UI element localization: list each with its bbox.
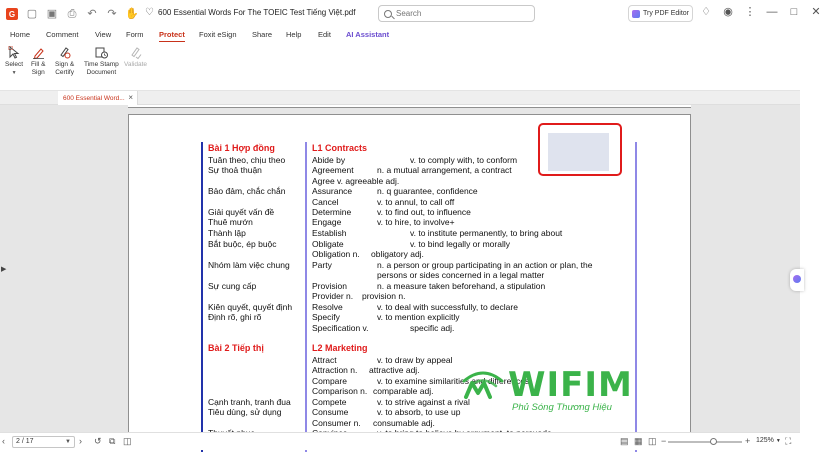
page-indicator: 2 / 17: [16, 438, 34, 445]
zoom-level[interactable]: [756, 437, 781, 444]
en-word: Compare: [312, 376, 347, 386]
vn-word: Định rõ, ghi rõ: [208, 312, 262, 322]
en-word: Specification v.: [312, 323, 369, 333]
bell-icon[interactable]: ♢: [701, 6, 711, 18]
en-word: Consumer n.: [312, 418, 361, 428]
en-definition: v. to find out, to influence: [377, 207, 471, 217]
watermark-brand: WIFIM: [508, 365, 633, 405]
window-title: 600 Essential Words For The TOEIC Test Tiếng Việt.pdf: [158, 8, 356, 17]
en-word: Party: [312, 260, 332, 270]
undo-icon[interactable]: ↶: [87, 8, 97, 20]
facing-view-icon[interactable]: ◫: [648, 436, 657, 446]
copy-pages-icon[interactable]: ⧉: [109, 436, 116, 446]
vn-word: Bắt buộc, ép buộc: [208, 239, 277, 249]
document-workspace[interactable]: [0, 105, 800, 432]
en-definition: n. a mutual arrangement, a contract: [377, 165, 512, 175]
tab-form[interactable]: Form: [126, 30, 144, 39]
en-definition: n. q guarantee, confidence: [377, 186, 478, 196]
en-definition: v. to absorb, to use up: [377, 407, 461, 417]
cursor-icon: [7, 45, 21, 59]
more-icon[interactable]: ⋮: [744, 6, 756, 18]
stamp-icon: [94, 45, 108, 59]
en-word: Attract: [312, 355, 337, 365]
tab-comment[interactable]: Comment: [46, 30, 79, 39]
select-dropdown-caret-icon: ▼: [11, 70, 17, 76]
status-bar: [0, 432, 800, 450]
tab-protect[interactable]: Protect: [159, 30, 185, 39]
search-input[interactable]: [396, 9, 526, 18]
en-definition: attractive adj.: [369, 365, 420, 375]
validate-tool[interactable]: [124, 45, 147, 69]
lesson1-en-title: L1 Contracts: [312, 143, 368, 153]
save-icon[interactable]: ▣: [46, 8, 58, 20]
open-folder-icon[interactable]: ▢: [26, 8, 38, 20]
red-highlight-frame: [538, 123, 622, 176]
wifi-logo-icon: [460, 367, 506, 407]
watermark-tagline: Phủ Sóng Thương Hiệu: [512, 402, 612, 413]
zoom-out-icon[interactable]: −: [661, 436, 667, 446]
en-word: Engage: [312, 217, 342, 227]
en-definition: comparable adj.: [373, 386, 434, 396]
tab-view[interactable]: View: [95, 30, 112, 39]
vn-word: Sự thoả thuận: [208, 165, 262, 175]
en-definition: v. to hire, to involve+: [377, 217, 455, 227]
vn-word: Sự cung cấp: [208, 281, 257, 291]
en-word: Obligate: [312, 239, 344, 249]
sign-certify-tool[interactable]: [55, 45, 74, 77]
en-word: Specify: [312, 312, 340, 322]
fill-sign-label: Fill & Sign: [31, 61, 46, 76]
lesson2-en-title: L2 Marketing: [312, 343, 368, 353]
gem-icon: [632, 10, 640, 18]
close-icon[interactable]: ✕: [811, 6, 821, 18]
en-definition: n. a measure taken beforehand, a stipulation: [377, 281, 546, 291]
select-tool-label: Select: [5, 61, 24, 68]
en-definition: v. to mention explicitly: [377, 312, 460, 322]
expand-panel-arrow-icon[interactable]: ▶: [1, 266, 7, 273]
en-word: Provision: [312, 281, 347, 291]
en-word: Cancel: [312, 197, 339, 207]
en-definition: specific adj.: [410, 323, 455, 333]
extract-icon[interactable]: ◫: [123, 436, 132, 446]
en-definition: v. to examine similarities and differences: [377, 376, 530, 386]
en-definition: v. to bind legally or morally: [410, 239, 510, 249]
en-word: Resolve: [312, 302, 343, 312]
vn-word: Nhóm làm việc chung: [208, 260, 290, 270]
en-word: Compete: [312, 397, 347, 407]
document-tab-label: 600 Essential Word...: [63, 94, 125, 102]
page-number-input[interactable]: [12, 436, 75, 448]
zoom-dropdown-caret-icon: ▼: [775, 438, 781, 444]
document-tab[interactable]: [58, 91, 138, 105]
try-pdf-editor-button[interactable]: [628, 5, 693, 22]
en-word: Establish: [312, 228, 347, 238]
lesson1-vn-title: Bài 1 Hợp đồng: [208, 143, 275, 153]
ribbon-toolbar: [0, 43, 800, 91]
vn-word: Bảo đảm, chắc chắn: [208, 186, 286, 196]
zoom-slider-track[interactable]: [668, 441, 742, 443]
search-icon: [384, 10, 392, 18]
prev-page-icon[interactable]: ‹: [2, 436, 5, 446]
hand-tool-icon[interactable]: ✋: [125, 8, 139, 20]
close-tab-icon[interactable]: ×: [128, 93, 133, 102]
vn-word: Thành lập: [208, 228, 246, 238]
sign-certify-label: Sign & Certify: [55, 61, 75, 76]
en-word: Agree v. agreeable adj.: [312, 176, 400, 186]
ai-assistant-float-button[interactable]: [790, 269, 804, 291]
vn-word: Thuê mướn: [208, 217, 253, 227]
validate-label: Validate: [124, 61, 148, 68]
left-column-rule: [201, 142, 203, 452]
vn-word: Giải quyết vấn đề: [208, 207, 275, 217]
en-word: Attraction n.: [312, 365, 358, 375]
user-icon[interactable]: ◉: [723, 6, 733, 18]
en-definition: provision n.: [362, 291, 406, 301]
en-definition: v. to comply with, to conform: [410, 155, 518, 165]
wifim-watermark: [460, 367, 660, 417]
en-word: Consume: [312, 407, 349, 417]
en-word: Assurance: [312, 186, 353, 196]
try-pdf-editor-label: Try PDF Editor: [642, 10, 690, 17]
tab-share[interactable]: Share: [252, 30, 273, 39]
zoom-slider-handle[interactable]: [710, 438, 717, 445]
en-definition: v. to deal with successfully, to declare: [377, 302, 518, 312]
vn-word: Tuân theo, chịu theo: [208, 155, 286, 165]
en-word: Abide by: [312, 155, 346, 165]
en-definition: v. to strive against a rival: [377, 397, 470, 407]
validate-icon: [129, 45, 143, 59]
rotate-icon[interactable]: ↺: [94, 436, 102, 446]
continuous-view-icon[interactable]: ▦: [634, 436, 643, 446]
lesson2-vn-title: Bài 2 Tiếp thị: [208, 343, 264, 353]
tab-edit[interactable]: Edit: [318, 30, 331, 39]
next-page-icon[interactable]: ›: [79, 436, 82, 446]
en-definition: v. to institute permanently, to bring about: [410, 228, 563, 238]
window-controls: [700, 6, 822, 18]
page-dropdown-caret-icon: ▼: [65, 439, 71, 445]
en-word: Obligation n.: [312, 249, 360, 259]
vn-word: Kiên quyết, quyết định: [208, 302, 293, 312]
search-box[interactable]: [378, 5, 535, 22]
select-tool[interactable]: [5, 45, 23, 77]
print-icon[interactable]: ⎙: [67, 8, 77, 20]
single-page-view-icon[interactable]: ▤: [620, 436, 629, 446]
en-definition: obligatory adj.: [371, 249, 424, 259]
vn-word: Cạnh tranh, tranh đua: [208, 397, 291, 407]
certify-pen-icon: [58, 45, 72, 59]
en-definition: v. to draw by appeal: [377, 355, 453, 365]
en-word: Comparison n.: [312, 386, 368, 396]
en-word: Provider n.: [312, 291, 354, 301]
zoom-level-value: 125%: [756, 437, 774, 444]
en-definition: n. a person or group participating in an action or plan, the: [377, 260, 593, 270]
ribbon-tabs: [0, 28, 800, 43]
heart-icon[interactable]: ♡: [145, 7, 154, 18]
vn-word: Tiêu dùng, sử dụng: [208, 407, 282, 417]
en-definition: v. to annul, to call off: [377, 197, 455, 207]
zoom-in-icon[interactable]: +: [745, 436, 751, 446]
maximize-icon[interactable]: □: [790, 6, 798, 18]
time-stamp-tool[interactable]: [84, 45, 119, 77]
app-logo[interactable]: G: [6, 8, 18, 20]
title-bar: [0, 0, 821, 28]
en-definition: persons or sides concerned in a legal matter: [377, 270, 545, 280]
en-word: Agreement: [312, 165, 354, 175]
previous-page-edge: [128, 105, 691, 108]
en-word: Determine: [312, 207, 352, 217]
tab-ai-assistant[interactable]: AI Assistant: [346, 30, 390, 39]
fill-sign-tool[interactable]: [31, 45, 45, 77]
middle-column-rule: [305, 142, 307, 452]
fullscreen-icon[interactable]: ⛶: [785, 436, 792, 446]
en-definition: consumable adj.: [373, 418, 435, 428]
tab-foxit-esign[interactable]: Foxit eSign: [199, 30, 237, 39]
redo-icon[interactable]: ↷: [107, 8, 117, 20]
quick-access-toolbar: [6, 8, 138, 20]
pen-icon: [31, 45, 45, 59]
tab-home[interactable]: Home: [10, 30, 31, 39]
minimize-icon[interactable]: —: [766, 6, 778, 18]
document-tab-strip: [0, 91, 800, 105]
time-stamp-label: Time Stamp Document: [84, 61, 119, 76]
tab-help[interactable]: Help: [286, 30, 302, 39]
